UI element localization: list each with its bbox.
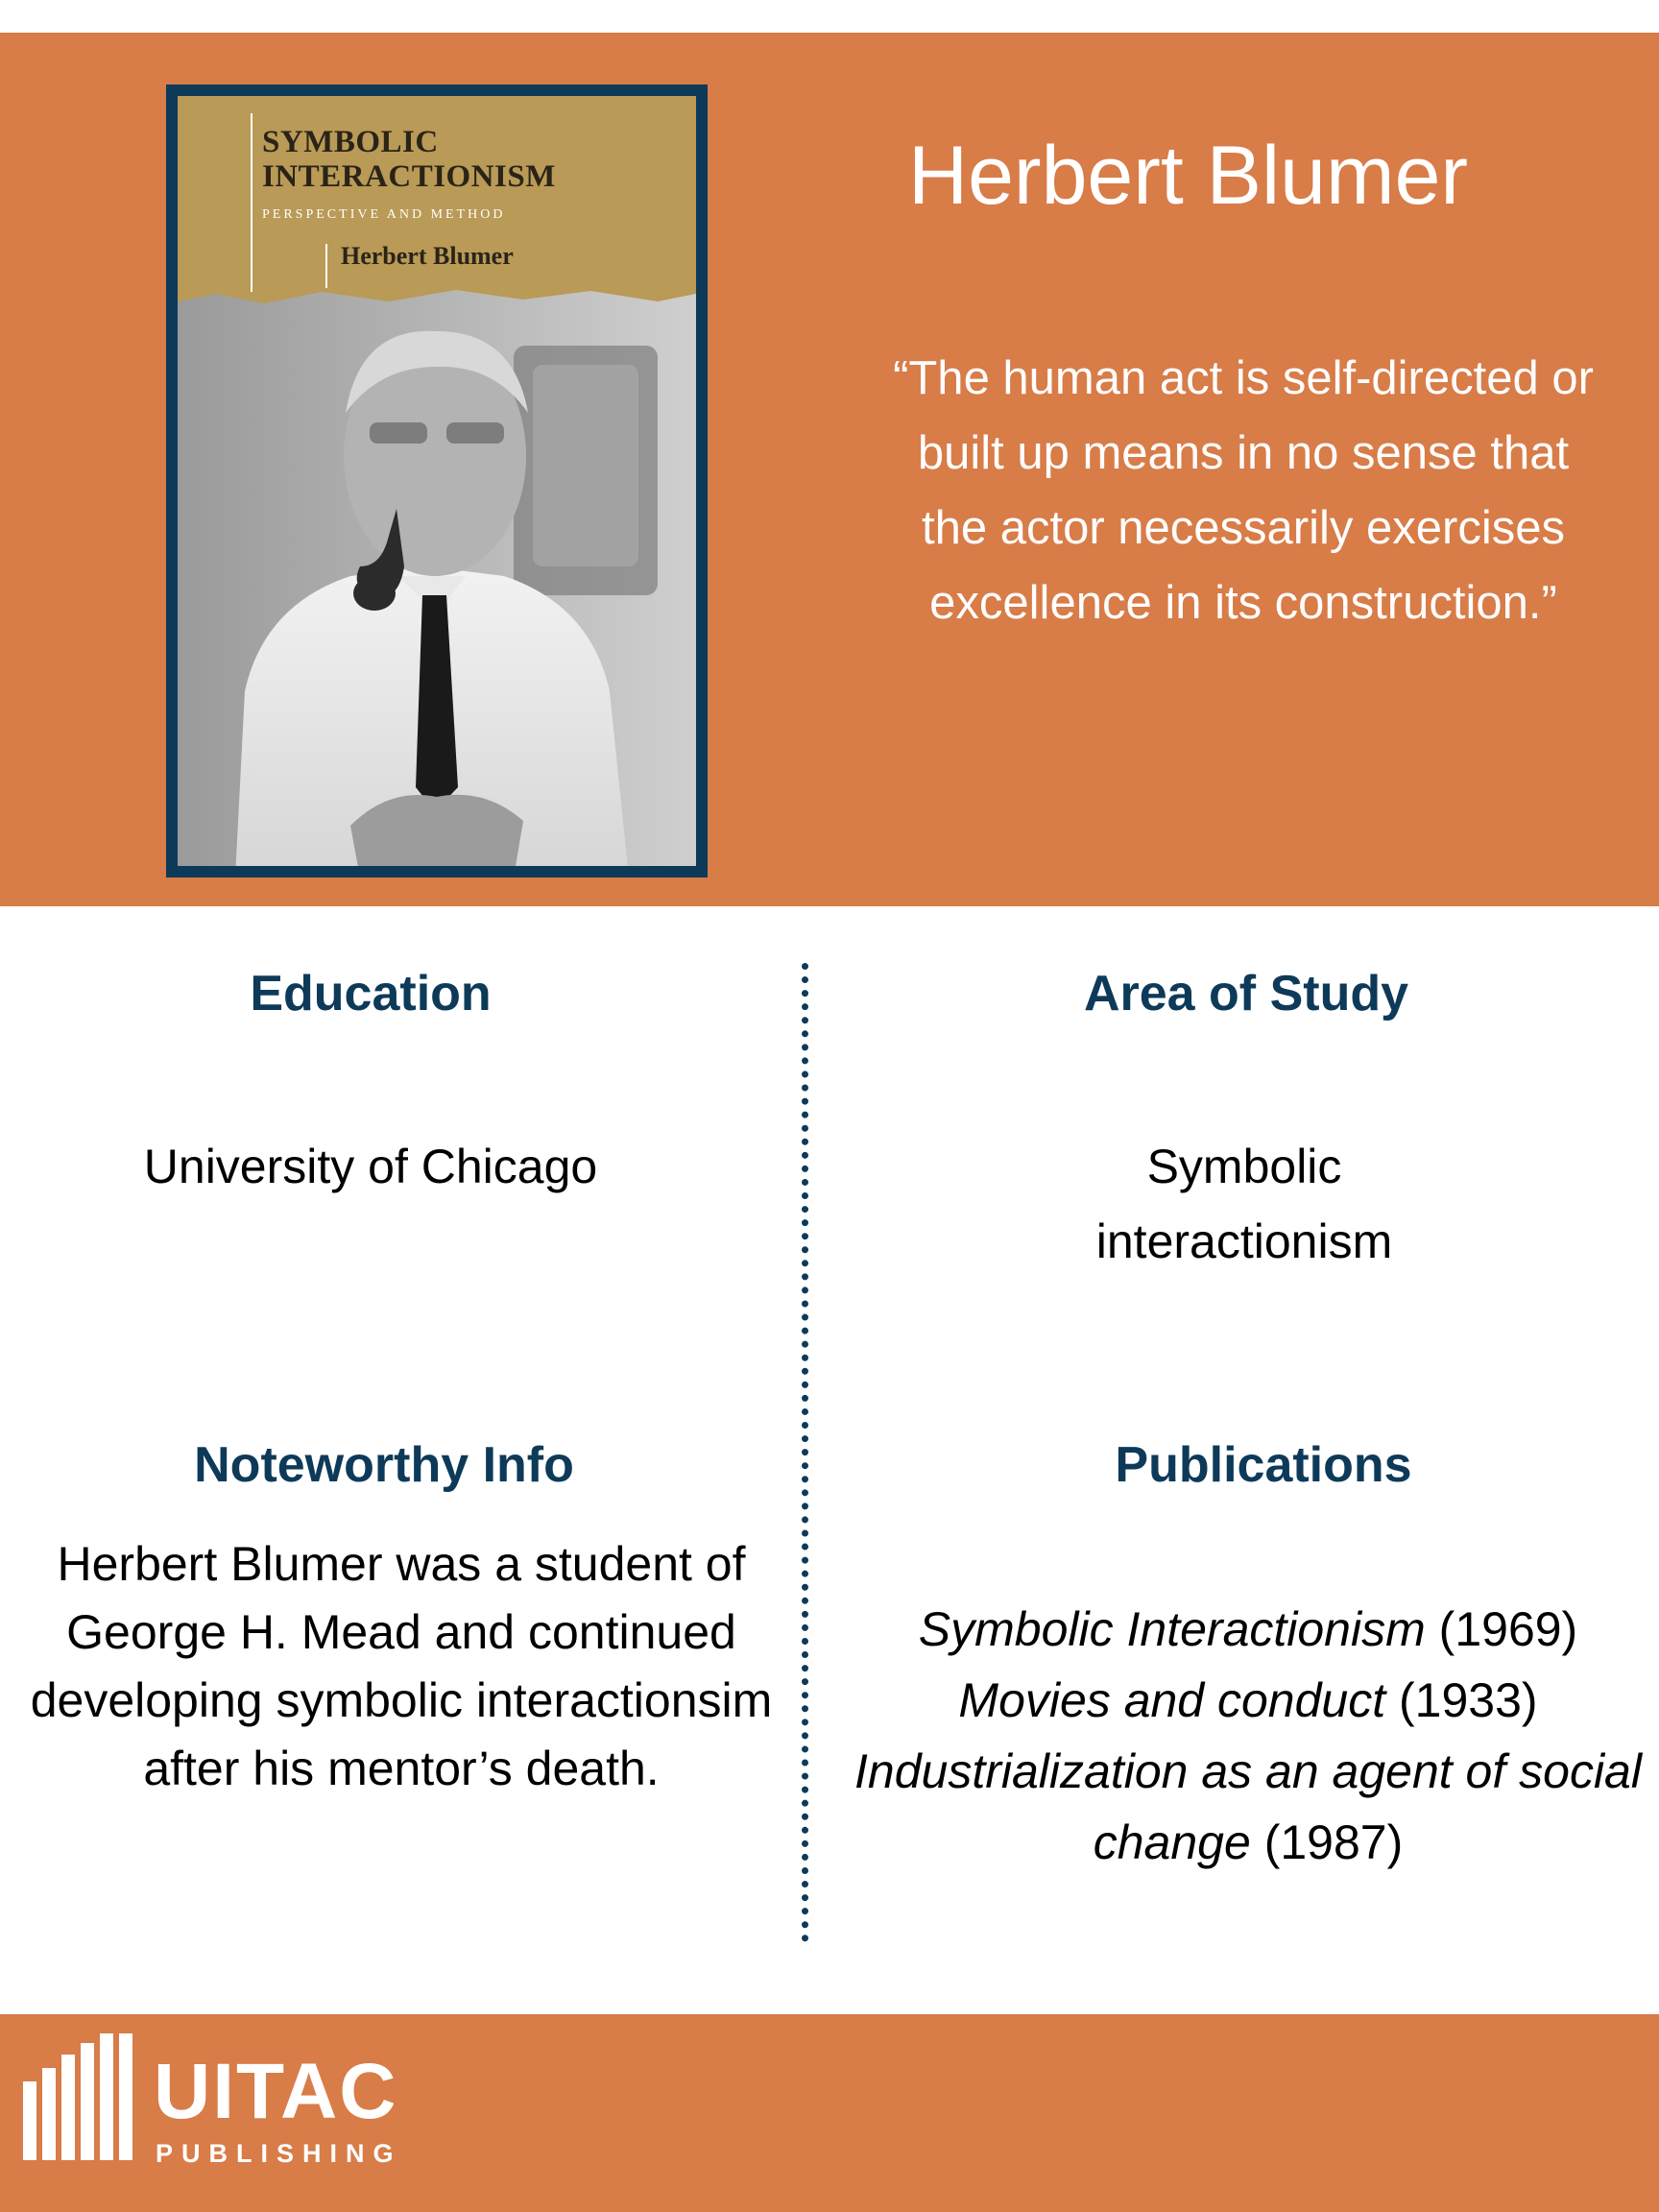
area-of-study-heading: Area of Study [1083, 966, 1409, 1022]
book-cover-title: SYMBOLIC INTERACTIONISM [262, 125, 556, 194]
book-cover [166, 84, 708, 878]
publication-item [845, 1736, 1651, 1878]
logo-name: UITAC [154, 2048, 398, 2135]
noteworthy-heading: Noteworthy Info [194, 1437, 574, 1493]
publications-list [845, 1594, 1651, 1878]
publication-item [845, 1665, 1651, 1736]
quote: “The human act is self-directed or built up means in no sense that the actor necessarily exercises excellence in its construction.” [893, 352, 1594, 629]
publication-year: (1969) [1438, 1602, 1578, 1656]
publication-title: Symbolic Interactionism [918, 1602, 1426, 1656]
publication-item [845, 1594, 1651, 1665]
publication-year: (1987) [1263, 1815, 1404, 1869]
publications-heading: Publications [1115, 1437, 1412, 1493]
book-cover-author: Herbert Blumer [341, 242, 514, 270]
education-heading: Education [250, 966, 492, 1022]
portrait-photo [178, 288, 696, 866]
page-title: Herbert Blumer [908, 130, 1469, 222]
publication-year: (1933) [1399, 1673, 1538, 1727]
logo-subtitle: PUBLISHING [156, 2139, 402, 2168]
publication-title: Movies and conduct [958, 1673, 1386, 1727]
education-text: University of Chicago [143, 1140, 598, 1193]
area-of-study-text: Symbolic interactionism [1095, 1140, 1393, 1268]
noteworthy-text: Herbert Blumer was a student of George H. Mead and continued developing symbolic interactionsim after his mentor’s death. [30, 1537, 773, 1795]
publication-title: Industrialization as an agent of social change [854, 1744, 1642, 1869]
column-divider [802, 963, 808, 1942]
book-cover-subtitle: PERSPECTIVE AND METHOD [262, 207, 506, 222]
bars-logo-icon [23, 2033, 134, 2160]
